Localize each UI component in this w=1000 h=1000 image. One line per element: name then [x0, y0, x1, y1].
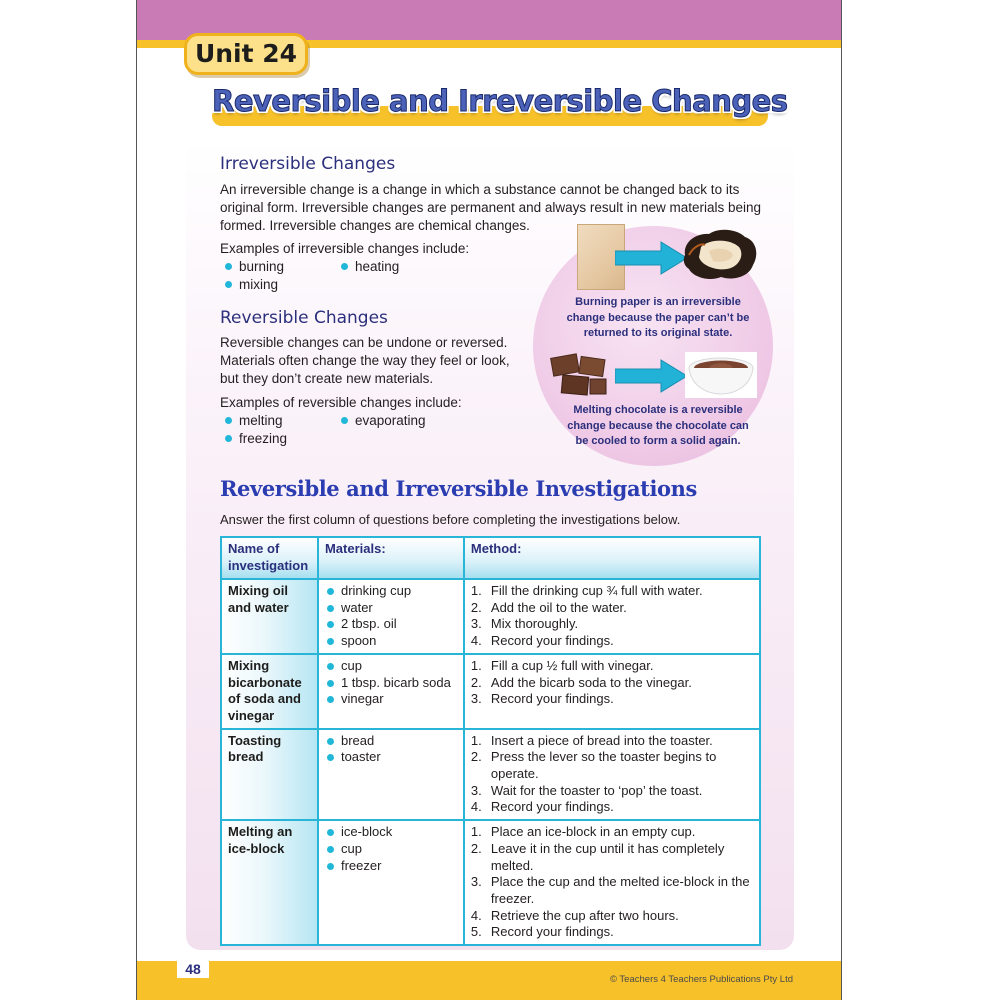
- chocolate-photo: [550, 352, 610, 398]
- method-cell: [464, 654, 760, 729]
- name-line: Melting an: [228, 824, 293, 840]
- method-step: 1. Fill the drinking cup ¾ full with water.: [470, 583, 703, 598]
- method-step: 2. Add the oil to the water.: [470, 599, 627, 615]
- method-step: 5. Record your findings.: [470, 924, 614, 940]
- chocolate-caption: [545, 403, 771, 450]
- caption-line: Melting chocolate is a reversible: [573, 404, 743, 416]
- irreversible-heading: Irreversible Changes: [220, 154, 396, 174]
- name-line: bicarbonate: [228, 674, 302, 690]
- workbook-page: [136, 0, 842, 1000]
- method-step: 4. Retrieve the cup after two hours.: [470, 907, 679, 923]
- example-freezing: freezing: [220, 430, 287, 448]
- method-cell: [464, 579, 760, 654]
- name-line: Mixing oil: [228, 583, 288, 598]
- paragraph-line: formed. Irreversible changes are chemical changes.: [220, 218, 530, 233]
- method-step: 2. Leave it in the cup until it has completely melted.: [470, 840, 725, 873]
- paragraph-line: An irreversible change is a change in which a substance cannot be changed back to its: [220, 182, 740, 197]
- table-header-row: [221, 537, 760, 579]
- caption-line: change because the chocolate can: [567, 419, 749, 432]
- name-line: and water: [228, 599, 289, 615]
- method-step: 3. Mix thoroughly.: [470, 616, 579, 632]
- materials-cell: [318, 729, 464, 821]
- material-item: toaster: [325, 749, 457, 766]
- material-item: freezer: [325, 858, 457, 875]
- caption-line: Burning paper is an irreversible: [575, 296, 741, 308]
- irreversible-examples-intro: Examples of irreversible changes include:: [220, 241, 470, 256]
- method-step: 4. Record your findings.: [470, 799, 614, 815]
- investigation-name: [221, 654, 318, 729]
- header-name: [221, 537, 318, 579]
- name-line: Toasting: [228, 732, 282, 748]
- material-item: spoon: [325, 633, 457, 650]
- page-title: Reversible and Irreversible Changes: [212, 84, 788, 118]
- paragraph-line: Materials often change the way they feel or look,: [220, 353, 510, 368]
- method-step: 2. Press the lever so the toaster begins to operate.: [470, 749, 717, 782]
- arrow-right-icon: [615, 358, 687, 394]
- paragraph-line: but they don’t create new materials.: [220, 371, 434, 386]
- material-item: vinegar: [325, 691, 457, 708]
- name-line: vinegar: [228, 707, 275, 723]
- table-row: [221, 729, 760, 821]
- table-row: [221, 654, 760, 729]
- header-materials: Materials:: [318, 537, 464, 579]
- material-item: cup: [325, 841, 457, 858]
- method-step: 2. Add the bicarb soda to the vinegar.: [470, 674, 692, 690]
- method-step: 3. Place the cup and the melted ice-block in the freezer.: [470, 874, 750, 906]
- reversible-heading: Reversible Changes: [220, 308, 388, 328]
- example-mixing: mixing: [220, 276, 278, 294]
- materials-cell: [318, 820, 464, 945]
- material-item: 1 tbsp. bicarb soda: [325, 675, 457, 692]
- material-item: 2 tbsp. oil: [325, 616, 457, 633]
- investigations-heading: Reversible and Irreversible Investigations: [220, 476, 697, 501]
- burning-paper-photo: [679, 225, 761, 283]
- name-line: of soda and: [228, 691, 301, 707]
- paragraph-line: Reversible changes can be undone or reversed.: [220, 335, 508, 350]
- material-item: bread: [325, 733, 457, 750]
- reversible-examples-intro: Examples of reversible changes include:: [220, 395, 462, 410]
- method-step: 4. Record your findings.: [470, 633, 614, 649]
- example-heating: heating: [336, 258, 399, 276]
- reversible-paragraph: [220, 334, 530, 388]
- table-row: [221, 579, 760, 654]
- investigations-instruction: Answer the first column of questions before completing the investigations below.: [220, 512, 681, 527]
- caption-line: change because the paper can’t be: [566, 311, 750, 324]
- paper-caption: [545, 295, 771, 342]
- unit-badge: Unit 24: [184, 33, 308, 75]
- materials-cell: [318, 579, 464, 654]
- melted-chocolate-photo: [685, 352, 757, 398]
- header-line: Name of: [228, 541, 280, 556]
- method-step: 3. Record your findings.: [470, 691, 614, 707]
- caption-line: be cooled to form a solid again.: [575, 435, 741, 447]
- investigation-name: [221, 579, 318, 654]
- method-step: 1. Fill a cup ½ full with vinegar.: [470, 657, 654, 673]
- name-line: Mixing: [228, 657, 270, 673]
- method-cell: [464, 820, 760, 945]
- material-item: drinking cup: [325, 583, 457, 600]
- method-step: 3. Wait for the toaster to ‘pop’ the toast.: [470, 782, 703, 798]
- material-item: ice-block: [325, 824, 457, 841]
- paragraph-line: original form. Irreversible changes are permanent and always result in new materials being: [220, 200, 762, 215]
- method-step: 1. Place an ice-block in an empty cup.: [470, 824, 696, 840]
- table-row: [221, 820, 760, 945]
- caption-line: returned to its original state.: [583, 327, 733, 339]
- example-melting: melting: [220, 412, 283, 430]
- name-line: bread: [228, 749, 264, 765]
- name-line: ice-block: [228, 840, 285, 856]
- header-line: investigation: [228, 557, 309, 573]
- arrow-right-icon: [615, 240, 687, 276]
- material-item: water: [325, 600, 457, 617]
- method-step: 1. Insert a piece of bread into the toaster.: [470, 732, 713, 748]
- material-item: cup: [325, 658, 457, 675]
- copyright-notice: © Teachers 4 Teachers Publications Pty Ltd: [609, 974, 793, 985]
- investigation-name: [221, 820, 318, 945]
- method-cell: [464, 729, 760, 821]
- page-number: 48: [177, 960, 209, 978]
- investigations-table: [220, 536, 761, 946]
- materials-cell: [318, 654, 464, 729]
- example-evaporating: evaporating: [336, 412, 426, 430]
- example-burning: burning: [220, 258, 284, 276]
- header-method: Method:: [464, 537, 760, 579]
- investigation-name: [221, 729, 318, 821]
